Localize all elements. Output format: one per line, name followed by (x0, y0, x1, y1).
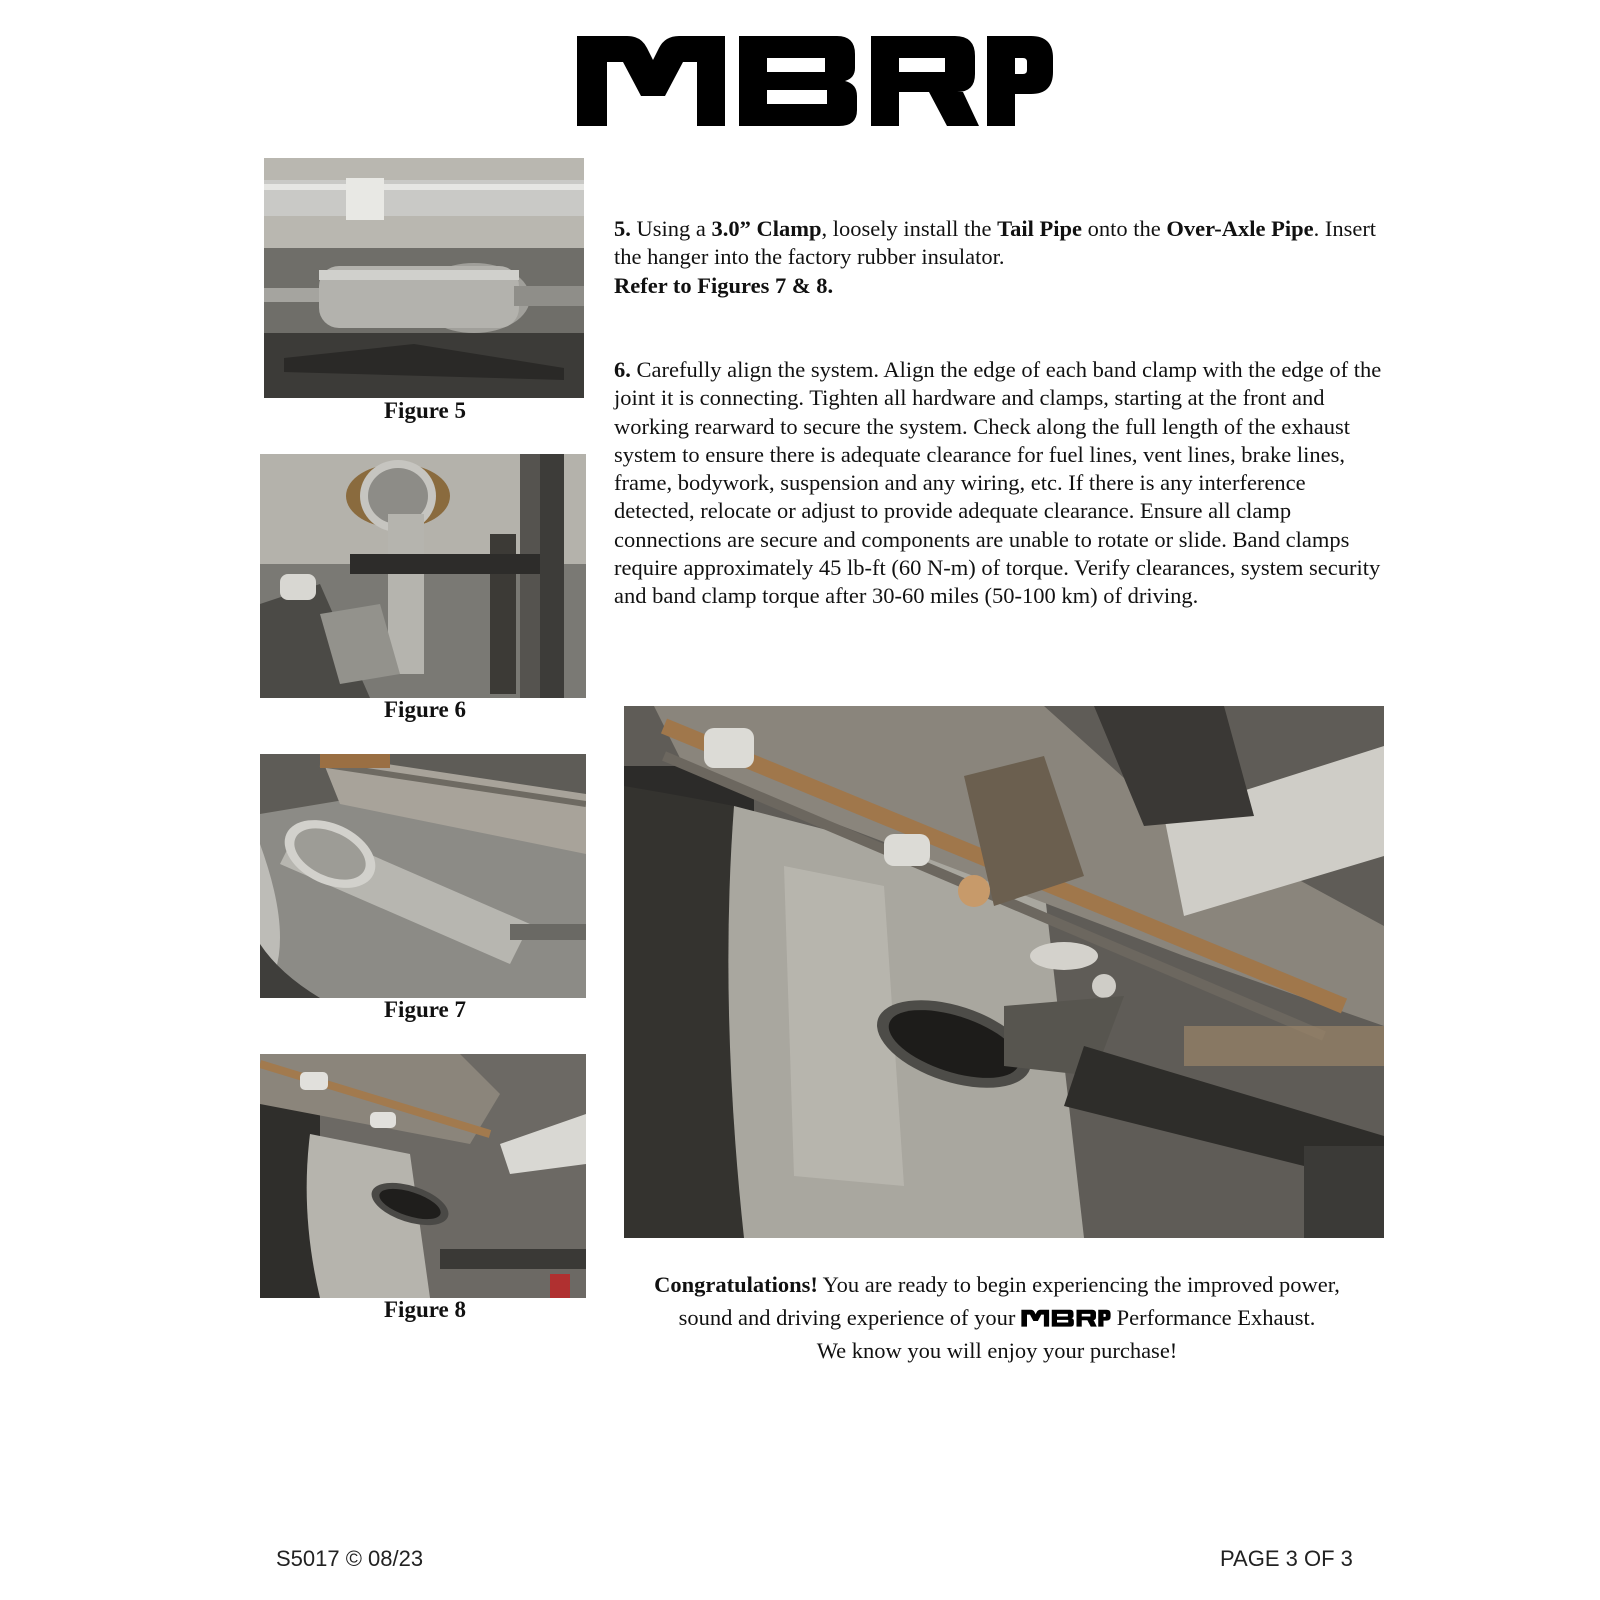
tailpipe-install-photo (624, 706, 1384, 1238)
figure-5-caption: Figure 5 (384, 398, 466, 423)
step-6-number: 6. (614, 357, 631, 382)
step-5-number: 5. (614, 216, 631, 241)
step-6-text: 6. Carefully align the system. Align the edge of each band clamp with the edge of the joint it is connecting. Tighten all hardware and clamps, starting at the front and working rearward to secure the system. Check along the full length of the exhaust system to ensure there is adequate clearance for fuel lines, vent lines, brake lines, frame, bodywork, suspension and any wiring, etc. If there is any interference detected, relocate or adjust to provide adequate clearance. Ensure all clamp connections are secure and components are unable to rotate or slide. Band clamps require approximately 45 lb-ft (60 N-m) of torque. Verify clearances, system security and band clamp torque after 30-60 miles (50-100 km) of driving. (614, 357, 1382, 609)
congratulations-label: Congratulations! (654, 1272, 818, 1297)
figure-6-caption: Figure 6 (384, 697, 466, 722)
doc-code: S5017 © 08/23 (276, 1546, 424, 1571)
figure-7-caption: Figure 7 (384, 997, 466, 1022)
over-axle-pipe-term: Over-Axle Pipe (1166, 216, 1314, 241)
figure-5-photo (264, 158, 584, 398)
step-5-text: 5. Using a 3.0” Clamp, loosely install the Tail Pipe onto the Over-Axle Pipe. Insert the hanger into the factory rubber insulator. Refer to Figures 7 & 8. (614, 216, 1377, 298)
figure-8-photo (260, 1054, 586, 1298)
tail-pipe-term: Tail Pipe (997, 216, 1082, 241)
mbrp-logo (575, 30, 1055, 130)
closing-message: Congratulations! You are ready to begin experiencing the improved power, sound and driving experience of your Performance Exhaust. We know you will enjoy your purchase! (654, 1272, 1340, 1363)
page-number: PAGE 3 OF 3 (1220, 1546, 1353, 1571)
clamp-term: 3.0” Clamp (711, 216, 822, 241)
mbrp-inline-logo (1021, 1308, 1111, 1328)
figure-7-photo (260, 754, 586, 998)
figure-8-caption: Figure 8 (384, 1297, 466, 1322)
refer-figures: Refer to Figures 7 & 8. (614, 272, 834, 298)
figure-6-photo (260, 454, 586, 698)
